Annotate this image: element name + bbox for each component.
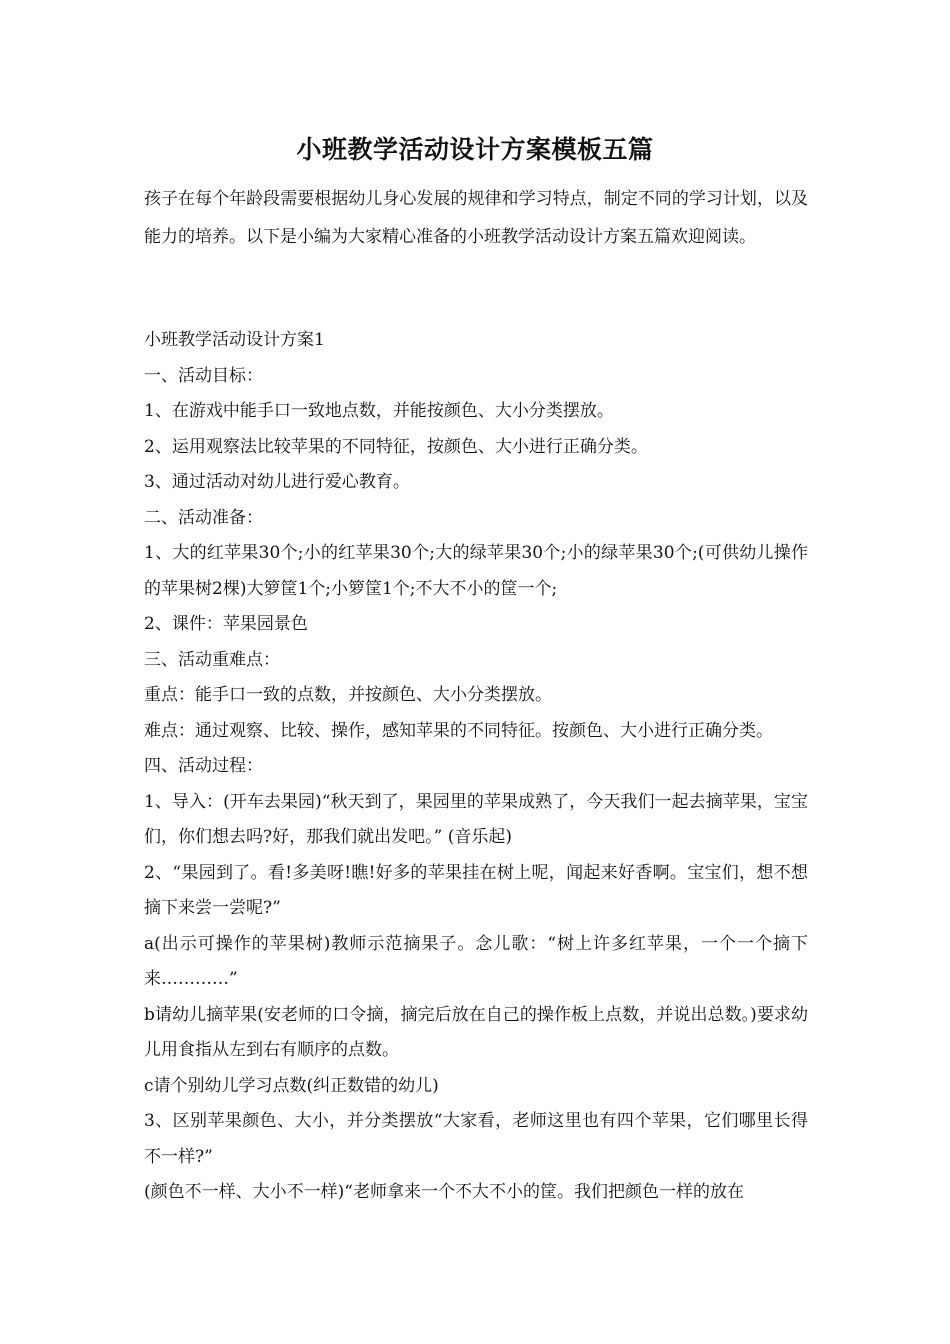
intro-paragraph: 孩子在每个年龄段需要根据幼儿身心发展的规律和学习特点，制定不同的学习计划，以及能力的培养。以下是小编为大家精心准备的小班教学活动设计方案五篇欢迎阅读。 <box>144 189 808 247</box>
paragraph: 重点：能手口一致的点数，并按颜色、大小分类摆放。 <box>144 685 552 705</box>
document-body <box>144 323 808 1211</box>
subheading-process: 四、活动过程： <box>144 756 263 776</box>
paragraph: 3、区别苹果颜色、大小，并分类摆放“大家看，老师这里也有四个苹果，它们哪里长得不一样?” <box>144 1111 808 1167</box>
section-heading: 小班教学活动设计方案1 <box>144 330 325 350</box>
paragraph: 2、“果园到了。看!多美呀!瞧!好多的苹果挂在树上呢，闻起来好香啊。宝宝们，想不想摘下来尝一尝呢?” <box>144 862 808 918</box>
paragraph: 2、运用观察法比较苹果的不同特征，按颜色、大小进行正确分类。 <box>144 436 648 457</box>
paragraph: a(出示可操作的苹果树)教师示范摘果子。念儿歌：“树上许多红苹果，一个一个摘下来…………” <box>144 933 808 989</box>
subheading-preparation: 二、活动准备： <box>144 507 263 528</box>
subheading-key-points: 三、活动重难点： <box>144 649 280 670</box>
paragraph: b请幼儿摘苹果(安老师的口令摘，摘完后放在自己的操作板上点数，并说出总数。)要求幼儿用食指从左到右有顺序的点数。 <box>144 1004 808 1060</box>
paragraph: 1、在游戏中能手口一致地点数，并能按颜色、大小分类摆放。 <box>144 401 614 421</box>
paragraph: 2、课件：苹果园景色 <box>144 614 308 634</box>
subheading-goals: 一、活动目标： <box>144 365 263 386</box>
paragraph: 难点：通过观察、比较、操作，感知苹果的不同特征。按颜色、大小进行正确分类。 <box>144 720 773 741</box>
paragraph: 1、导入：(开车去果园)“秋天到了，果园里的苹果成熟了，今天我们一起去摘苹果，宝宝们，你们想去吗?好，那我们就出发吧。” (音乐起) <box>144 791 808 847</box>
document-title: 小班教学活动设计方案模板五篇 <box>296 135 654 164</box>
paragraph: 1、大的红苹果30个;小的红苹果30个;大的绿苹果30个;小的绿苹果30个;(可供幼儿操作的苹果树2棵)大箩筐1个;小箩筐1个;不大不小的筐一个; <box>144 543 808 599</box>
paragraph: (颜色不一样、大小不一样)“老师拿来一个不大不小的筐。我们把颜色一样的放在 <box>144 1182 744 1202</box>
paragraph: c请个别幼儿学习点数(纠正数错的幼儿) <box>144 1075 439 1096</box>
paragraph: 3、通过活动对幼儿进行爱心教育。 <box>144 472 410 492</box>
